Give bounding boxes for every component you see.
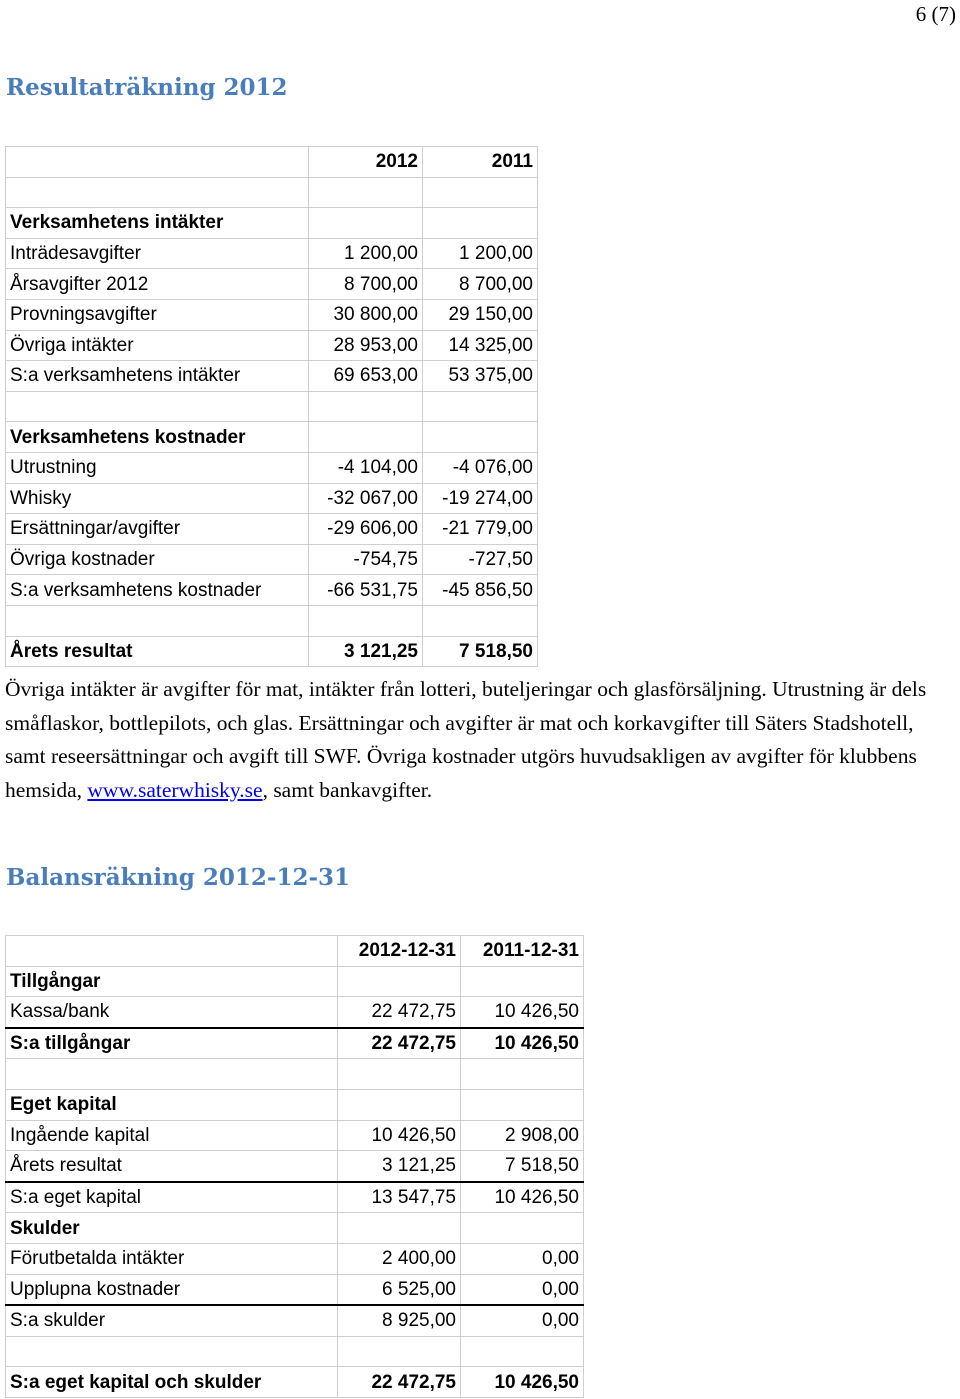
row-label: Årets resultat bbox=[6, 636, 309, 667]
row-value-current: -32 067,00 bbox=[309, 483, 423, 514]
row-value-previous bbox=[461, 1213, 584, 1244]
table-row bbox=[6, 452, 538, 483]
row-value-current bbox=[309, 391, 423, 422]
table-row bbox=[6, 1305, 584, 1336]
row-value-current: 3 121,25 bbox=[338, 1151, 461, 1182]
row-value-previous: 7 518,50 bbox=[461, 1151, 584, 1182]
row-value-previous: 2 908,00 bbox=[461, 1120, 584, 1151]
table-header-row bbox=[6, 147, 538, 178]
table-row bbox=[6, 966, 584, 997]
row-value-current bbox=[309, 605, 423, 636]
row-label bbox=[6, 391, 309, 422]
table-row bbox=[6, 1059, 584, 1090]
row-value-current: 8 700,00 bbox=[309, 269, 423, 300]
row-label: Årets resultat bbox=[6, 1151, 338, 1182]
row-value-current bbox=[338, 1059, 461, 1090]
table-header-row bbox=[6, 936, 584, 967]
row-value-previous: -21 779,00 bbox=[423, 514, 538, 545]
row-label: Provningsavgifter bbox=[6, 299, 309, 330]
row-label: Ersättningar/avgifter bbox=[6, 514, 309, 545]
row-value-current: -29 606,00 bbox=[309, 514, 423, 545]
table-row bbox=[6, 1089, 584, 1120]
table-row bbox=[6, 1213, 584, 1244]
row-label bbox=[6, 1336, 338, 1367]
row-label: Verksamhetens intäkter bbox=[6, 208, 309, 239]
table-row bbox=[6, 514, 538, 545]
row-value-current: -66 531,75 bbox=[309, 575, 423, 606]
table-row bbox=[6, 1182, 584, 1213]
row-label: Övriga kostnader bbox=[6, 544, 309, 575]
row-label: S:a verksamhetens intäkter bbox=[6, 361, 309, 392]
row-value-previous: -19 274,00 bbox=[423, 483, 538, 514]
date-header-2011: 2011-12-31 bbox=[461, 936, 584, 967]
row-value-previous bbox=[461, 1059, 584, 1090]
table-row bbox=[6, 636, 538, 667]
row-value-previous: 53 375,00 bbox=[423, 361, 538, 392]
row-value-previous bbox=[461, 1089, 584, 1120]
row-value-current: 1 200,00 bbox=[309, 238, 423, 269]
table-row bbox=[6, 1243, 584, 1274]
table-row bbox=[6, 422, 538, 453]
row-label: Verksamhetens kostnader bbox=[6, 422, 309, 453]
row-label bbox=[6, 605, 309, 636]
row-value-current bbox=[309, 177, 423, 208]
row-label: S:a skulder bbox=[6, 1305, 338, 1336]
row-value-previous: 7 518,50 bbox=[423, 636, 538, 667]
table-row bbox=[6, 177, 538, 208]
row-label: S:a eget kapital och skulder bbox=[6, 1367, 338, 1398]
row-value-previous: -45 856,50 bbox=[423, 575, 538, 606]
row-value-current: 22 472,75 bbox=[338, 997, 461, 1028]
row-value-current bbox=[309, 208, 423, 239]
row-value-previous bbox=[461, 966, 584, 997]
table-row bbox=[6, 1028, 584, 1059]
balance-sheet-table bbox=[5, 935, 584, 1398]
table-row bbox=[6, 391, 538, 422]
row-value-current: 28 953,00 bbox=[309, 330, 423, 361]
date-header-2012: 2012-12-31 bbox=[338, 936, 461, 967]
row-value-current bbox=[338, 1089, 461, 1120]
balance-sheet-title: Balansräkning 2012-12-31 bbox=[6, 864, 351, 891]
table-row bbox=[6, 1367, 584, 1398]
row-value-previous: 0,00 bbox=[461, 1243, 584, 1274]
row-value-previous bbox=[461, 1336, 584, 1367]
row-value-current: 22 472,75 bbox=[338, 1367, 461, 1398]
row-label: S:a tillgångar bbox=[6, 1028, 338, 1059]
row-value-previous: 10 426,50 bbox=[461, 997, 584, 1028]
row-value-current: 69 653,00 bbox=[309, 361, 423, 392]
row-value-current bbox=[338, 1213, 461, 1244]
row-value-current: 10 426,50 bbox=[338, 1120, 461, 1151]
row-value-current: 8 925,00 bbox=[338, 1305, 461, 1336]
row-value-current: 22 472,75 bbox=[338, 1028, 461, 1059]
row-label: S:a verksamhetens kostnader bbox=[6, 575, 309, 606]
table-row bbox=[6, 1151, 584, 1182]
year-header-2011: 2011 bbox=[423, 147, 538, 178]
header-label-cell bbox=[6, 147, 309, 178]
row-label: Kassa/bank bbox=[6, 997, 338, 1028]
row-value-previous bbox=[423, 605, 538, 636]
income-statement-table bbox=[5, 146, 538, 667]
row-value-current bbox=[309, 422, 423, 453]
notes-text-end: , samt bankavgifter. bbox=[262, 777, 433, 802]
row-value-current: 2 400,00 bbox=[338, 1243, 461, 1274]
table-row bbox=[6, 1274, 584, 1305]
row-value-current: 13 547,75 bbox=[338, 1182, 461, 1213]
table-row bbox=[6, 997, 584, 1028]
row-value-current: 3 121,25 bbox=[309, 636, 423, 667]
row-value-previous: 10 426,50 bbox=[461, 1182, 584, 1213]
year-header-2012: 2012 bbox=[309, 147, 423, 178]
page-number: 6 (7) bbox=[915, 2, 956, 26]
row-value-current: 30 800,00 bbox=[309, 299, 423, 330]
table-row bbox=[6, 299, 538, 330]
row-value-previous: 0,00 bbox=[461, 1274, 584, 1305]
row-label: Övriga intäkter bbox=[6, 330, 309, 361]
header-label-cell bbox=[6, 936, 338, 967]
row-value-current: -754,75 bbox=[309, 544, 423, 575]
table-row bbox=[6, 330, 538, 361]
row-value-current bbox=[338, 1336, 461, 1367]
row-label: Tillgångar bbox=[6, 966, 338, 997]
table-row bbox=[6, 605, 538, 636]
row-label: Upplupna kostnader bbox=[6, 1274, 338, 1305]
row-label: Ingående kapital bbox=[6, 1120, 338, 1151]
row-value-previous bbox=[423, 177, 538, 208]
row-value-previous bbox=[423, 208, 538, 239]
table-row bbox=[6, 269, 538, 300]
row-value-previous: 14 325,00 bbox=[423, 330, 538, 361]
row-value-current: 6 525,00 bbox=[338, 1274, 461, 1305]
table-row bbox=[6, 208, 538, 239]
table-row bbox=[6, 361, 538, 392]
table-row bbox=[6, 1120, 584, 1151]
row-value-previous: 0,00 bbox=[461, 1305, 584, 1336]
row-label: Utrustning bbox=[6, 452, 309, 483]
row-value-previous: 10 426,50 bbox=[461, 1028, 584, 1059]
table-row bbox=[6, 238, 538, 269]
row-value-previous: -4 076,00 bbox=[423, 452, 538, 483]
row-label: S:a eget kapital bbox=[6, 1182, 338, 1213]
table-row bbox=[6, 1336, 584, 1367]
table-row bbox=[6, 483, 538, 514]
row-value-previous: 8 700,00 bbox=[423, 269, 538, 300]
row-label: Inträdesavgifter bbox=[6, 238, 309, 269]
row-label: Skulder bbox=[6, 1213, 338, 1244]
table-row bbox=[6, 575, 538, 606]
row-label: Förutbetalda intäkter bbox=[6, 1243, 338, 1274]
website-link[interactable]: www.saterwhisky.se bbox=[87, 777, 263, 802]
row-value-current bbox=[338, 966, 461, 997]
row-value-current: -4 104,00 bbox=[309, 452, 423, 483]
row-label bbox=[6, 1059, 338, 1090]
row-label: Whisky bbox=[6, 483, 309, 514]
row-value-previous: 29 150,00 bbox=[423, 299, 538, 330]
notes-text: Övriga intäkter är avgifter för mat, intäkter från lotteri, buteljeringar och glasförsäljning. Utrustning är dels småflaskor, bottlepilots, och glas. Ersättningar och avgifter är mat och korkavgifter till Säters Stadshotell, samt reseersättningar och avgift till SWF. Övriga kostnader utgörs huvudsakligen av avgifter för klubbens hemsida, bbox=[5, 677, 927, 802]
row-value-previous: -727,50 bbox=[423, 544, 538, 575]
income-statement-title: Resultaträkning 2012 bbox=[6, 74, 288, 101]
row-value-previous: 1 200,00 bbox=[423, 238, 538, 269]
notes-paragraph bbox=[5, 673, 953, 807]
row-value-previous: 10 426,50 bbox=[461, 1367, 584, 1398]
row-label: Eget kapital bbox=[6, 1089, 338, 1120]
row-label: Årsavgifter 2012 bbox=[6, 269, 309, 300]
row-value-previous bbox=[423, 422, 538, 453]
table-row bbox=[6, 544, 538, 575]
row-label bbox=[6, 177, 309, 208]
row-value-previous bbox=[423, 391, 538, 422]
